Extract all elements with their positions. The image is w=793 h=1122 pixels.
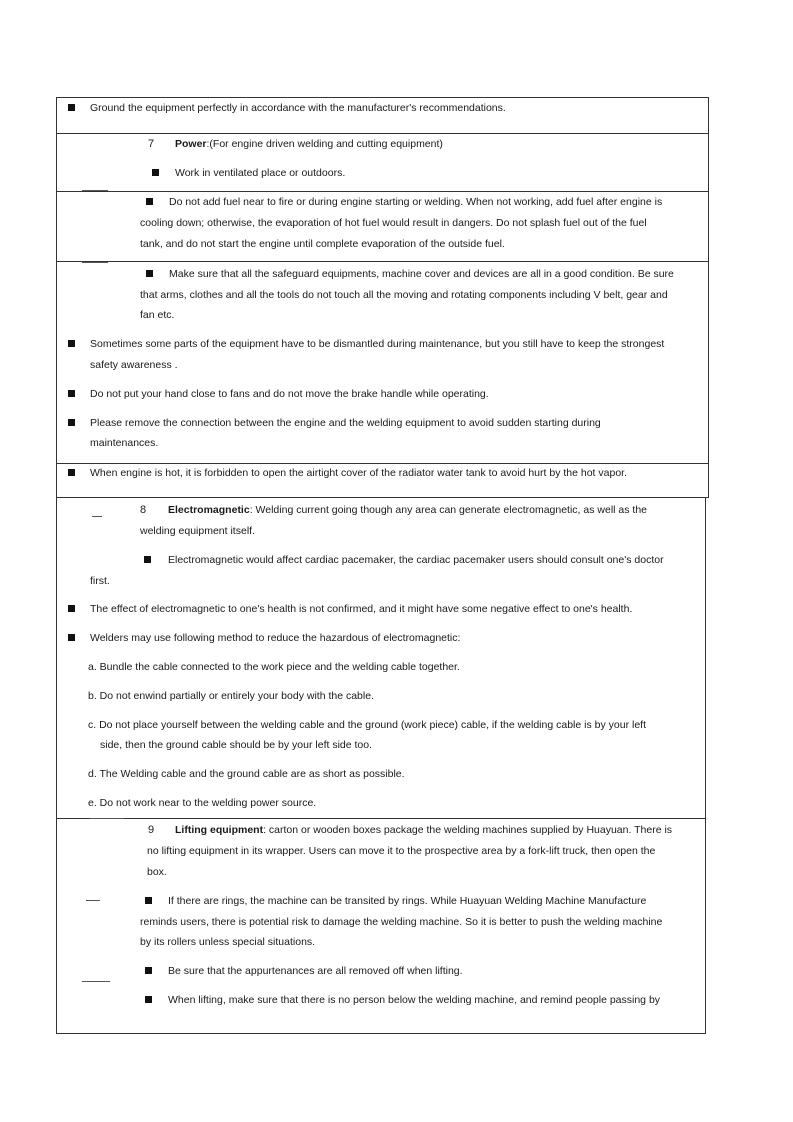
hot-engine-text: When engine is hot, it is forbidden to open the airtight cover of the radiator water tank to avoid hurt by the hot vapor. — [90, 467, 627, 479]
bullet-icon — [145, 897, 152, 904]
fan-warning: Do not put your hand close to fans and do not move the brake handle while operating. — [90, 388, 489, 400]
bullet-icon — [152, 169, 159, 176]
appurtenance-line: Be sure that the appurtenances are all removed off when lifting. — [168, 965, 463, 977]
rings-line: If there are rings, the machine can be transited by rings. While Huayuan Welding Machine Manufacture — [168, 895, 647, 907]
fuel-line: Do not add fuel near to fire or during engine starting or welding. When not working, add fuel after engine is — [169, 196, 663, 208]
em-heading-bold: Electromagnetic — [168, 504, 250, 516]
divider — [86, 900, 100, 901]
method-a: a. Bundle the cable connected to the work piece and the welding cable together. — [88, 661, 460, 673]
ground-text: Ground the equipment perfectly in accordance with the manufacturer's recommendations. — [90, 102, 506, 114]
bullet-icon — [68, 634, 75, 641]
divider — [92, 516, 102, 517]
safeguard-line: fan etc. — [140, 309, 175, 321]
bullet-icon — [68, 469, 75, 476]
divider — [82, 981, 110, 982]
lift-line: box. — [147, 866, 167, 878]
method-b: b. Do not enwind partially or entirely your body with the cable. — [88, 690, 374, 702]
em-heading — [168, 503, 647, 517]
bullet-icon — [68, 390, 75, 397]
no-person-line: When lifting, make sure that there is no person below the welding machine, and remind people passing by — [168, 994, 661, 1006]
pacemaker-line: Electromagnetic would affect cardiac pacemaker, the cardiac pacemaker users should consult one's doctor — [168, 554, 664, 566]
power-heading-rest: :(For engine driven welding and cutting equipment) — [206, 138, 443, 150]
em-number: 8 — [140, 504, 147, 516]
health-effect: The effect of electromagnetic to one's health is not confirmed, and it might have some negative effect to one's health. — [90, 603, 633, 615]
divider — [90, 818, 124, 819]
bullet-icon — [68, 605, 75, 612]
bullet-icon — [144, 556, 151, 563]
power-number: 7 — [148, 138, 155, 150]
method-c-cont: side, then the ground cable should be by your left side too. — [100, 739, 373, 751]
rings-line: by its rollers unless special situations. — [140, 936, 316, 948]
safeguard-line: that arms, clothes and all the tools do not touch all the moving and rotating components including V belt, gear and — [140, 289, 668, 301]
power-heading — [175, 137, 443, 151]
method-d: d. The Welding cable and the ground cable are as short as possible. — [88, 768, 405, 780]
rings-line: reminds users, there is potential risk to damage the welding machine. So it is better to push the welding machine — [140, 916, 663, 928]
divider — [82, 190, 108, 191]
lift-number: 9 — [148, 824, 155, 836]
lift-heading — [175, 823, 672, 837]
power-heading-bold: Power — [175, 138, 207, 150]
divider — [82, 262, 108, 263]
remove-connection-line: Please remove the connection between the engine and the welding equipment to avoid sudden starting during — [90, 417, 601, 429]
bullet-icon — [146, 270, 153, 277]
fuel-line: tank, and do not start the engine until complete evaporation of the outside fuel. — [140, 238, 505, 250]
lift-line: no lifting equipment in its wrapper. Users can move it to the prospective area by a fork-lift truck, then open the — [147, 845, 656, 857]
bullet-icon — [68, 340, 75, 347]
bullet-icon — [146, 198, 153, 205]
method-intro: Welders may use following method to reduce the hazardous of electromagnetic: — [90, 632, 461, 644]
pacemaker-line: first. — [90, 575, 110, 587]
safeguard-line: Make sure that all the safeguard equipments, machine cover and devices are all in a good condition. Be sure — [169, 268, 674, 280]
method-c: c. Do not place yourself between the welding cable and the ground (work piece) cable, if the welding cable is by your left — [88, 719, 646, 731]
power-item-ventilation: Work in ventilated place or outdoors. — [175, 167, 346, 179]
lift-heading-bold: Lifting equipment — [175, 824, 264, 836]
bullet-icon — [145, 996, 152, 1003]
fuel-line: cooling down; otherwise, the evaporation of hot fuel would result in dangers. Do not splash fuel out of the fuel — [140, 217, 647, 229]
maintenance-line: Sometimes some parts of the equipment have to be dismantled during maintenance, but you still have to keep the strongest — [90, 338, 665, 350]
lift-heading-rest: : carton or wooden boxes package the welding machines supplied by Huayuan. There is — [263, 824, 673, 836]
method-e: e. Do not work near to the welding power source. — [88, 797, 317, 809]
remove-connection-line: maintenances. — [90, 437, 159, 449]
bullet-icon — [68, 104, 75, 111]
em-heading-line2: welding equipment itself. — [140, 525, 255, 537]
maintenance-line: safety awareness . — [90, 359, 178, 371]
em-heading-rest: : Welding current going though any area can generate electromagnetic, as well as the — [249, 504, 648, 516]
bullet-icon — [145, 967, 152, 974]
bullet-icon — [68, 419, 75, 426]
